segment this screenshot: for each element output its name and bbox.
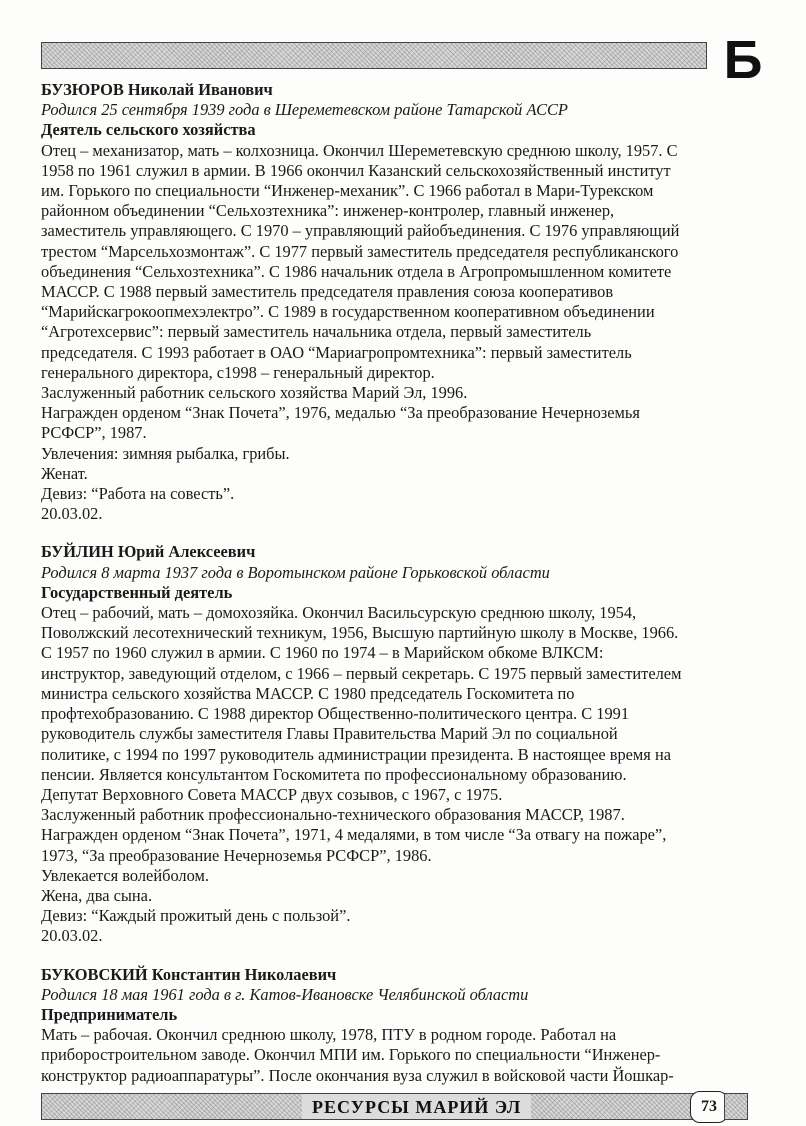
biography-entry <box>41 542 761 946</box>
text-line: 1973, “За преобразование Нечерноземья РСФСР”, 1986. <box>41 845 432 865</box>
text-line: профтехобразованию. С 1988 директор Общественно-политического центра. С 1991 <box>41 704 630 724</box>
text-line: министра сельского хозяйства МАССР. С 1980 председатель Госкомитета по <box>41 683 575 703</box>
text-line: Женат. <box>41 463 88 483</box>
text-line: Мать – рабочая. Окончил среднюю школу, 1978, ПТУ в родном городе. Работал на <box>41 1025 617 1045</box>
text-line: Увлекается волейболом. <box>41 865 209 885</box>
text-line: приборостроительном заводе. Окончил МПИ им. Горького по специальности “Инженер- <box>41 1045 661 1065</box>
biography-text <box>41 141 761 525</box>
text-line: Девиз: “Каждый прожитый день с пользой”. <box>41 906 351 926</box>
text-line: 20.03.02. <box>41 926 103 946</box>
footer-title: РЕСУРСЫ МАРИЙ ЭЛ <box>302 1094 531 1119</box>
text-line: председателя. С 1993 работает в ОАО “Мариагропромтехника”: первый заместитель <box>41 342 632 362</box>
text-line: С 1957 по 1960 служил в армии. С 1960 по 1974 – в Марийском обкоме ВЛКСМ: <box>41 643 604 663</box>
biography-text <box>41 603 761 946</box>
text-line: генерального директора, с1998 – генеральный директор. <box>41 362 435 382</box>
text-line: 1958 по 1961 служил в армии. В 1966 окончил Казанский сельскохозяйственный институт <box>41 160 671 180</box>
text-line: “Марийскагрокоопмехэлектро”. С 1989 в государственном кооперативном объединении <box>41 302 655 322</box>
text-line: районном объединении “Сельхозтехника”: инженер-контролер, главный инженер, <box>41 201 615 221</box>
text-line: Депутат Верховного Совета МАССР двух созывов, с 1967, с 1975. <box>41 784 503 804</box>
biography-entry <box>41 80 761 524</box>
text-line: МАССР. С 1988 первый заместитель председателя правления союза кооперативов <box>41 282 614 302</box>
page-content <box>41 80 761 1104</box>
footer-decorative-bar-tail <box>724 1093 748 1120</box>
person-role: Деятель сельского хозяйства <box>41 120 256 140</box>
section-letter: Б <box>723 30 763 90</box>
text-line: объединения “Сельхозтехника”. С 1986 начальник отдела в Агропромышленном комитете <box>41 261 672 281</box>
text-line: “Агротехсервис”: первый заместитель начальника отдела, первый заместитель <box>41 322 592 342</box>
text-line: 20.03.02. <box>41 504 103 524</box>
biography-entry <box>41 965 761 1086</box>
person-name: БУКОВСКИЙ Константин Николаевич <box>41 964 337 984</box>
person-role: Предприниматель <box>41 1004 178 1024</box>
person-name: БУЙЛИН Юрий Алексеевич <box>41 542 256 562</box>
person-name: БУЗЮРОВ Николай Иванович <box>41 80 273 99</box>
text-line: Девиз: “Работа на совесть”. <box>41 484 235 504</box>
header-decorative-bar <box>41 42 707 69</box>
footer-decorative-bar <box>41 1093 696 1120</box>
birth-info: Родился 8 марта 1937 года в Воротынском районе Горьковской области <box>41 562 550 582</box>
text-line: конструктор радиоаппаратуры”. После окончания вуза служил в войсковой части Йошкар- <box>41 1065 674 1085</box>
text-line: РСФСР”, 1987. <box>41 423 147 443</box>
text-line: Отец – рабочий, мать – домохозяйка. Окончил Васильсурскую среднюю школу, 1954, <box>41 603 637 623</box>
text-line: им. Горького по специальности “Инженер-механик”. С 1966 работал в Мари-Турекском <box>41 181 654 201</box>
text-line: пенсии. Является консультантом Госкомитета по профессиональному образованию. <box>41 764 627 784</box>
page-number: 73 <box>690 1091 728 1123</box>
text-line: Увлечения: зимняя рыбалка, грибы. <box>41 443 290 463</box>
text-line: руководитель службы заместителя Главы Правительства Марий Эл по социальной <box>41 724 618 744</box>
text-line: трестом “Марсельхозмонтаж”. С 1977 первый заместитель председателя республиканского <box>41 241 679 261</box>
person-role: Государственный деятель <box>41 582 233 602</box>
text-line: Поволжский лесотехнический техникум, 1956, Высшую партийную школу в Москве, 1966. <box>41 623 679 643</box>
text-line: инструктор, заведующий отделом, с 1966 – первый секретарь. С 1975 первый заместителем <box>41 663 682 683</box>
text-line: Жена, два сына. <box>41 885 153 905</box>
text-line: политике, с 1994 по 1997 руководитель администрации президента. В настоящее время на <box>41 744 671 764</box>
text-line: Заслуженный работник профессионально-технического образования МАССР, 1987. <box>41 805 625 825</box>
text-line: Заслуженный работник сельского хозяйства Марий Эл, 1996. <box>41 383 468 403</box>
text-line: заместитель управляющего. С 1970 – управляющий райобъединения. С 1976 управляющий <box>41 221 680 241</box>
text-line: Награжден орденом “Знак Почета”, 1976, медалью “За преобразование Нечерноземья <box>41 403 640 423</box>
birth-info: Родился 25 сентября 1939 года в Шереметевском районе Татарской АССР <box>41 100 568 120</box>
text-line: Отец – механизатор, мать – колхозница. Окончил Шереметевскую среднюю школу, 1957. С <box>41 140 678 160</box>
birth-info: Родился 18 мая 1961 года в г. Катов-Ивановске Челябинской области <box>41 984 529 1004</box>
biography-text <box>41 1025 761 1086</box>
text-line: Награжден орденом “Знак Почета”, 1971, 4 медалями, в том числе “За отвагу на пожаре”, <box>41 825 667 845</box>
